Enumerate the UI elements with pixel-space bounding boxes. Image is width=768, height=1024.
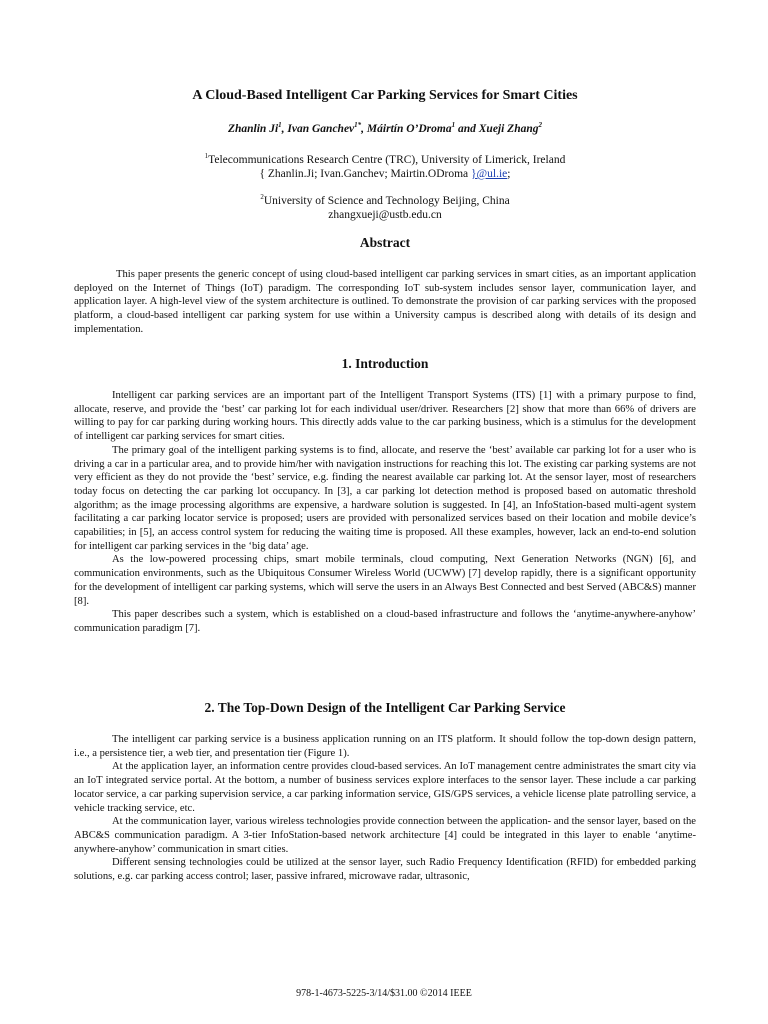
author-name: Zhanlin Ji: [227, 122, 279, 135]
affiliation-institution: University of Science and Technology Beijing, China: [263, 194, 510, 207]
author-line: [74, 121, 696, 135]
affiliation-institution: Telecommunications Research Centre (TRC), University of Limerick, Ireland: [208, 153, 566, 166]
paragraph: Different sensing technologies could be utilized at the sensor layer, such Radio Frequency Identification (RFID) for embedded parking solutions, e.g. car parking access control; laser, passive infrared, microwave radar, ultrasonic,: [74, 857, 696, 883]
author-name: Máirtín O’Droma: [366, 122, 452, 135]
section-2-body: [74, 733, 696, 884]
paragraph: This paper describes such a system, which is established on a cloud-based infrastructure and follows the ‘anytime-anywhere-anyhow’ communication paradigm [7].: [74, 609, 696, 634]
paper-title: A Cloud-Based Intelligent Car Parking Services for Smart Cities: [192, 88, 578, 103]
paragraph: The intelligent car parking service is a business application running on an ITS platform. It should follow the top-down design pattern, i.e., a persistence tier, a web tier, and presentation tier (Figure 1).: [74, 734, 696, 759]
copyright-footer: 978-1-4673-5225-3/14/$31.00 ©2014 IEEE: [296, 988, 472, 999]
affiliation-email: zhangxueji@ustb.edu.cn: [328, 208, 442, 221]
email-domain-link[interactable]: }@ul.ie: [471, 167, 508, 180]
section-1-heading: 1. Introduction: [341, 356, 429, 371]
affiliation-2: [74, 190, 696, 222]
author-affiliation-mark: 1: [278, 121, 282, 129]
abstract-body: [74, 268, 696, 337]
author-affiliation-mark: 1*: [354, 121, 362, 129]
author-name: Ivan Ganchev: [287, 122, 355, 135]
paragraph: At the communication layer, various wireless technologies provide connection between the application- and the sensor layer, based on the ABC&S communication paradigm. A 3-tier InfoStation-based network architecture [4] could be integrated in this layer to enable ‘anytime-anywhere-anyhow’ communication in smart cities.: [74, 816, 696, 855]
paragraph: At the application layer, an information centre provides cloud-based services. An IoT management centre administrates the smart city via an IoT integrated service portal. At the bottom, a number of business services explore interfaces to the sensor layer. These include a car parking locator service, a car parking supervision service, a car parking information service, GIS/GPS services, a vehicle license plate patrolling service, a vehicle tracking service, etc.: [74, 761, 696, 814]
affiliation-emails: { Zhanlin.Ji; Ivan.Ganchev; Mairtin.ODroma: [259, 167, 472, 180]
paragraph: Intelligent car parking services are an important part of the Intelligent Transport Systems (ITS) [1] with a primary purpose to find, allocate, reserve, and provide the ‘best’ car parking lot for each individual user/driver. Researchers [2] show that more than 66% of drivers are willing to pay for car parking during working hours. This directly adds value to the car parking business, which is a stimulus for the development of intelligent car parking services for smart cities.: [74, 390, 696, 443]
section-1-body: [74, 389, 696, 636]
author-separator: and: [455, 122, 479, 135]
section-2-heading: 2. The Top-Down Design of the Intelligent Car Parking Service: [204, 700, 566, 715]
affiliation-mark: 1: [204, 152, 209, 160]
abstract-heading: Abstract: [359, 235, 411, 250]
affiliation-1: [74, 149, 696, 181]
author-affiliation-mark: 2: [538, 121, 543, 129]
abstract-paragraph: This paper presents the generic concept of using cloud-based intelligent car parking services in smart cities, as an important application deployed on the Internet of Things (IoT) paradigm. The corresponding IoT sub-system includes sensor layer, communication layer, and application layer. A high-level view of the system architecture is outlined. To demonstrate the provision of car parking services with the proposed platform, a cloud-based intelligent car parking system for use within a University campus is described along with details of its design and implementation.: [74, 269, 696, 335]
affiliation-emails-end: ;: [507, 167, 511, 180]
author-separator: ,: [281, 122, 288, 135]
paragraph: As the low-powered processing chips, smart mobile terminals, cloud computing, Next Generation Networks (NGN) [6], and communication environments, such as the Ubiquitous Consumer Wireless World (UCWW) [7] develop rapidly, there is a significant opportunity for the development of intelligent car parking systems, which will serve the users in an Always Best Connected and best Served (ABC&S) manner [8].: [74, 554, 696, 607]
author-separator: ,: [361, 122, 367, 135]
paragraph: The primary goal of the intelligent parking systems is to find, allocate, and reserve the ‘best’ available car parking lot for a user who is driving a car in a particular area, and to provide him/her with navigation instructions for reaching this lot. The existing car parking systems are not very efficient as they do not provide the ‘best’ service, e.g. finding the nearest available car parking lot. At the sensor layer, most of researchers today focus on detecting the car parking lot occupancy. In [3], a car parking lot detection method is proposed based on automatic threshold algorithm; as the image processing algorithms are expensive, a hardware solution is suggested. In [4], an InfoStation-based multi-agent system facilitating a car parking locator service is proposed; users are provided with personalized services based on their location and mobile device’s capabilities; in [5], an access control system for reducing the waiting time is proposed. All these examples, however, lack an end-to-end solution for intelligent car parking services in the ‘big data’ age.: [74, 444, 696, 552]
author-name: Xueji Zhang: [478, 122, 539, 135]
affiliation-mark: 2: [260, 193, 264, 201]
author-affiliation-mark: 1: [451, 121, 456, 129]
